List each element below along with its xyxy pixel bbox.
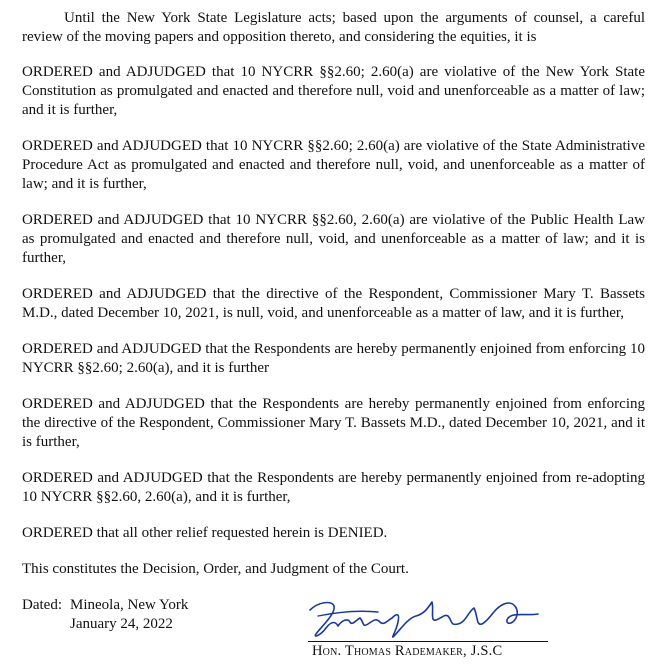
order-paragraph-directive-void: ORDERED and ADJUDGED that the directive of the Respondent, Commissioner Mary T. Bassets M.D., dated December 10, 2021, is null, void, and unenforceable as a matter of law, and it is further, bbox=[22, 286, 645, 321]
order-paragraph-enjoined-enforcing: ORDERED and ADJUDGED that the Respondents are hereby permanently enjoined from enforcing 10 NYCRR §§2.60; 2.60(a), and it is further bbox=[22, 341, 645, 376]
signature-line bbox=[308, 641, 548, 642]
order-paragraph-sapa: ORDERED and ADJUDGED that 10 NYCRR §§2.60; 2.60(a) are violative of the State Administrative Procedure Act as promulgated and enacted and therefore null, void, and unenforceable as a matter of law; and it is further, bbox=[22, 138, 645, 192]
judge-name: Hon. Thomas Rademaker, J.S.C bbox=[312, 643, 503, 659]
dated-place: Mineola, New York bbox=[70, 597, 189, 613]
handwritten-signature bbox=[298, 588, 548, 643]
order-paragraph-denied: ORDERED that all other relief requested herein is DENIED. bbox=[22, 525, 388, 541]
dated-date: January 24, 2022 bbox=[70, 616, 173, 632]
signature-block bbox=[298, 588, 548, 658]
order-paragraph-public-health-law: ORDERED and ADJUDGED that 10 NYCRR §§2.60, 2.60(a) are violative of the Public Health Law as promulgated and enacted and therefore null, void, and unenforceable as a matter of law; and it is further, bbox=[22, 212, 645, 266]
closing-statement: This constitutes the Decision, Order, and Judgment of the Court. bbox=[22, 561, 409, 577]
preamble-paragraph: Until the New York State Legislature acts; based upon the arguments of counsel, a careful review of the moving papers and opposition thereto, and considering the equities, it is bbox=[22, 10, 645, 45]
order-paragraph-constitution: ORDERED and ADJUDGED that 10 NYCRR §§2.60; 2.60(a) are violative of the New York State Constitution as promulgated and enacted and therefore null, void and unenforceable as a matter of law; and it is further, bbox=[22, 64, 645, 118]
order-paragraph-enjoined-directive: ORDERED and ADJUDGED that the Respondents are hereby permanently enjoined from enforcing the directive of the Respondent, Commissioner Mary T. Bassets M.D., dated December 10, 2021, and it is further, bbox=[22, 396, 645, 450]
order-paragraph-enjoined-readopting: ORDERED and ADJUDGED that the Respondents are hereby permanently enjoined from re-adopting 10 NYCRR §§2.60, 2.60(a), and it is further, bbox=[22, 470, 645, 505]
dated-label: Dated: bbox=[22, 597, 62, 613]
